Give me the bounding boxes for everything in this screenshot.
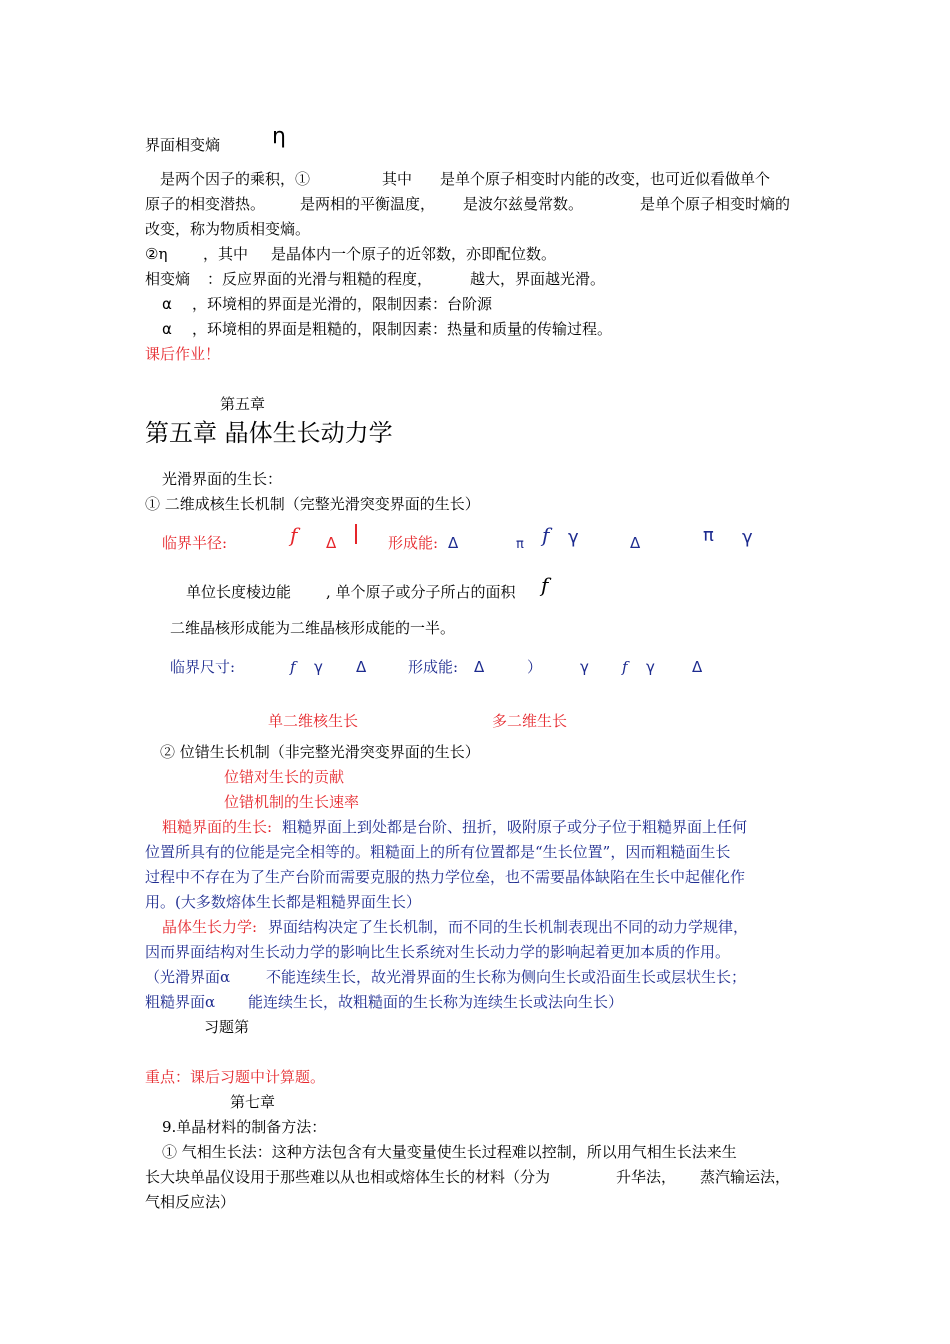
gamma-symbol: γ [314, 658, 323, 676]
eta-symbol: η [272, 124, 286, 149]
para-line: 是晶体内一个原子的近邻数，亦即配位数。 [271, 245, 557, 263]
f-symbol: f [290, 658, 296, 676]
f-symbol: f [622, 658, 628, 676]
para-line: 原子的相变潜热。 [145, 195, 266, 213]
para-line: 长大块单晶仪设用于那些难以从也相或熔体生长的材料（分为 [145, 1168, 551, 1186]
para-line: 是两个因子的乘积，① [160, 170, 311, 188]
rough-interface-heading: 粗糙界面的生长: [162, 818, 273, 836]
para-line: 是单个原子相变时熵的 [640, 195, 791, 213]
formation-energy-label: 形成能: [408, 658, 459, 676]
para-line: （光滑界面α [145, 968, 231, 986]
paren-symbol: ） [527, 658, 543, 676]
para-line: 蒸汽输运法， [700, 1168, 791, 1186]
para-line: 其中 [382, 170, 413, 188]
line-interface-entropy: 界面相变熵 [145, 136, 221, 154]
delta-symbol: Δ [448, 534, 459, 552]
critical-size-label: 临界尺寸: [170, 658, 236, 676]
key-point-note: 重点：课后习题中计算题。 [145, 1068, 326, 1086]
area-text: , 单个原子或分子所占的面积 [326, 583, 516, 601]
single-nucleus-growth: 单二维核生长 [268, 712, 359, 730]
pi-symbol: π [516, 537, 524, 552]
para-line: ：反应界面的光滑与粗糙的程度， [207, 270, 433, 288]
para-line: 是波尔兹曼常数。 [463, 195, 584, 213]
delta-symbol: Δ [474, 658, 485, 676]
section-heading: 光滑界面的生长： [162, 470, 283, 488]
f-symbol: f [542, 523, 550, 547]
delta-symbol: Δ [692, 658, 703, 676]
formation-energy-label: 形成能: [388, 534, 439, 552]
alpha-symbol: α [162, 320, 172, 338]
para-line: 相变熵 [145, 270, 191, 288]
homework-note: 课后作业！ [145, 345, 221, 363]
gamma-symbol: γ [742, 527, 753, 548]
subsection-heading: ① 二维成核生长机制（完整光滑突变界面的生长） [145, 495, 480, 513]
edge-energy-text: 单位长度棱边能 [186, 583, 292, 601]
para-line: 气相反应法） [145, 1193, 236, 1211]
gamma-symbol: γ [568, 527, 579, 548]
section-heading: 9.单晶材料的制备方法： [162, 1118, 327, 1136]
para-line: 过程中不存在为了生产台阶而需要克服的热力学位垒，也不需要晶体缺陷在生长中起催化作 [145, 868, 746, 886]
para-line: 界面结构决定了生长机制，而不同的生长机制表现出不同的动力学规律， [268, 918, 749, 936]
delta-symbol: Δ [356, 658, 367, 676]
para-line: ，其中 [203, 245, 249, 263]
para-line: ，环境相的界面是光滑的，限制因素：台阶源 [192, 295, 493, 313]
para-line: 改变，称为物质相变熵。 [145, 220, 311, 238]
para-line: 升华法， [616, 1168, 677, 1186]
chapter-label: 第七章 [230, 1093, 276, 1111]
f-symbol: f [541, 573, 549, 597]
para-line: 二维晶核形成能为二维晶核形成能的一半。 [170, 619, 456, 637]
critical-radius-label: 临界半径: [162, 534, 228, 552]
para-line: 是单个原子相变时内能的改变，也可近似看做单个 [440, 170, 771, 188]
delta-symbol: Δ [630, 534, 641, 552]
para-line: 因而界面结构对生长动力学的影响比生长系统对生长动力学的影响起着更加本质的作用。 [145, 943, 731, 961]
f-symbol: f [290, 523, 298, 547]
growth-mechanics-heading: 晶体生长力学: [162, 918, 258, 936]
multi-nucleus-growth: 多二维生长 [492, 712, 568, 730]
para-line: 能连续生长，故粗糙面的生长称为连续生长或法向生长） [248, 993, 624, 1011]
subsection-heading: ② 位错生长机制（非完整光滑突变界面的生长） [160, 743, 480, 761]
para-line: 粗糙界面α [145, 993, 216, 1011]
exercise-label: 习题第 [204, 1018, 250, 1036]
gamma-symbol: γ [646, 658, 655, 676]
chapter-label: 第五章 [220, 395, 266, 413]
gamma-symbol: γ [580, 658, 589, 676]
dislocation-contribution: 位错对生长的贡献 [224, 768, 345, 786]
para-line: 位置所具有的位能是完全相等的。粗糙面上的所有位置都是“生长位置”，因而粗糙面生长 [145, 843, 731, 861]
chapter-title: 第五章 晶体生长动力学 [145, 419, 393, 447]
para-line: 是两相的平衡温度， [300, 195, 436, 213]
alpha-symbol: α [162, 295, 172, 313]
fraction-bar [355, 524, 357, 544]
para-line: 粗糙界面上到处都是台阶、扭折，吸附原子或分子位于粗糙界面上任何 [282, 818, 748, 836]
para-line: ① 气相生长法：这种方法包含有大量变量使生长过程难以控制，所以用气相生长法来生 [162, 1143, 737, 1161]
para-line: ②η [145, 245, 168, 263]
delta-symbol: Δ [326, 534, 337, 552]
para-line: 用。(大多数熔体生长都是粗糙界面生长） [145, 893, 421, 911]
dislocation-growth-rate: 位错机制的生长速率 [224, 793, 360, 811]
pi-symbol: π [703, 525, 714, 546]
para-line: 不能连续生长，故光滑界面的生长称为侧向生长或沿面生长或层状生长； [266, 968, 747, 986]
para-line: 越大，界面越光滑。 [470, 270, 606, 288]
para-line: ，环境相的界面是粗糙的，限制因素：热量和质量的传输过程。 [192, 320, 613, 338]
